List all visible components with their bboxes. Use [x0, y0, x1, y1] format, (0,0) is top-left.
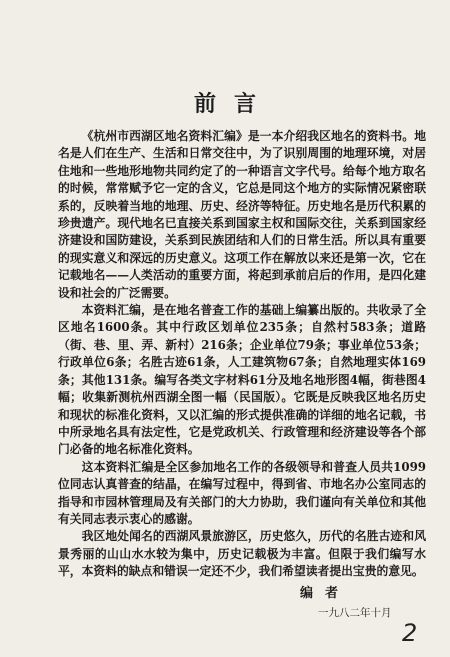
- page-title: 前言: [193, 91, 274, 117]
- paragraph-intro: 《杭州市西湖区地名资料汇编》是一本介绍我区地名的资料书。地名是人们在生产、生活和日常交往中，为了识别周围的地理环境，对居住地和一些地形地物共同约定了的一种语言文字代号。给每个地方取名的时候，常常赋予它一定的含义，它总是同这个地方的实际情况紧密联系的，反映着当地的地理、历史、经济等特征。历史地名是历代积累的珍贵遗产。现代地名已直接关系到国家主权和国际交往，关系到国家经济建设和国防建设，关系到民族团结和人们的日常生活。所以具有重要的现实意义和深远的历史意义。这项工作在解放以来还是第一次，它在记载地名——人类活动的重要方面，将起到承前启后的作用，是四化建设和社会的广泛需要。: [58, 129, 426, 300]
- paragraph-closing: 我区地处闻名的西湖风景旅游区，历史悠久，历代的名胜古迹和风景秀丽的山山水水较为集中，历史记载极为丰富。但限于我们编写水平，本资料的缺点和错误一定还不少，我们希望读者提出宝贵的意见。: [58, 529, 426, 579]
- date: 一九八二年十月: [318, 607, 392, 619]
- page-number: 2: [402, 619, 418, 647]
- signature: 编者: [300, 586, 351, 601]
- paragraph-thanks: 这本资料汇编是全区参加地名工作的各级领导和普查人员共1099位同志认真普查的结晶，在编写过程中，得到省、市地名办公室同志的指导和市园林管理局及有关部门的大力协助，我们谨向有关单位和其他有关同志表示衷心的感谢。: [58, 459, 426, 526]
- preface-body: [58, 128, 426, 581]
- paragraph-contents: 本资料汇编，是在地名普查工作的基础上编纂出版的。共收录了全区地名1600条。其中行政区划单位235条；自然村583条；道路（街、巷、里、弄、新村）216条；企业单位79条；事业单位53条；行政单位6条；名胜古迹61条，人工建筑物67条；自然地理实体169条；其他131条。编写各类文字材料61分及地名地形图4幅，街巷图4幅；收集新测杭州西湖全图一幅（民国版）。它既是反映我区地名历史和现状的标准化资料，又以汇编的形式提供准确的详细的地名记载，书中所录地名具有法定性，它是党政机关、行政管理和经济建设等各个部门必备的地名标准化资料。: [58, 303, 426, 457]
